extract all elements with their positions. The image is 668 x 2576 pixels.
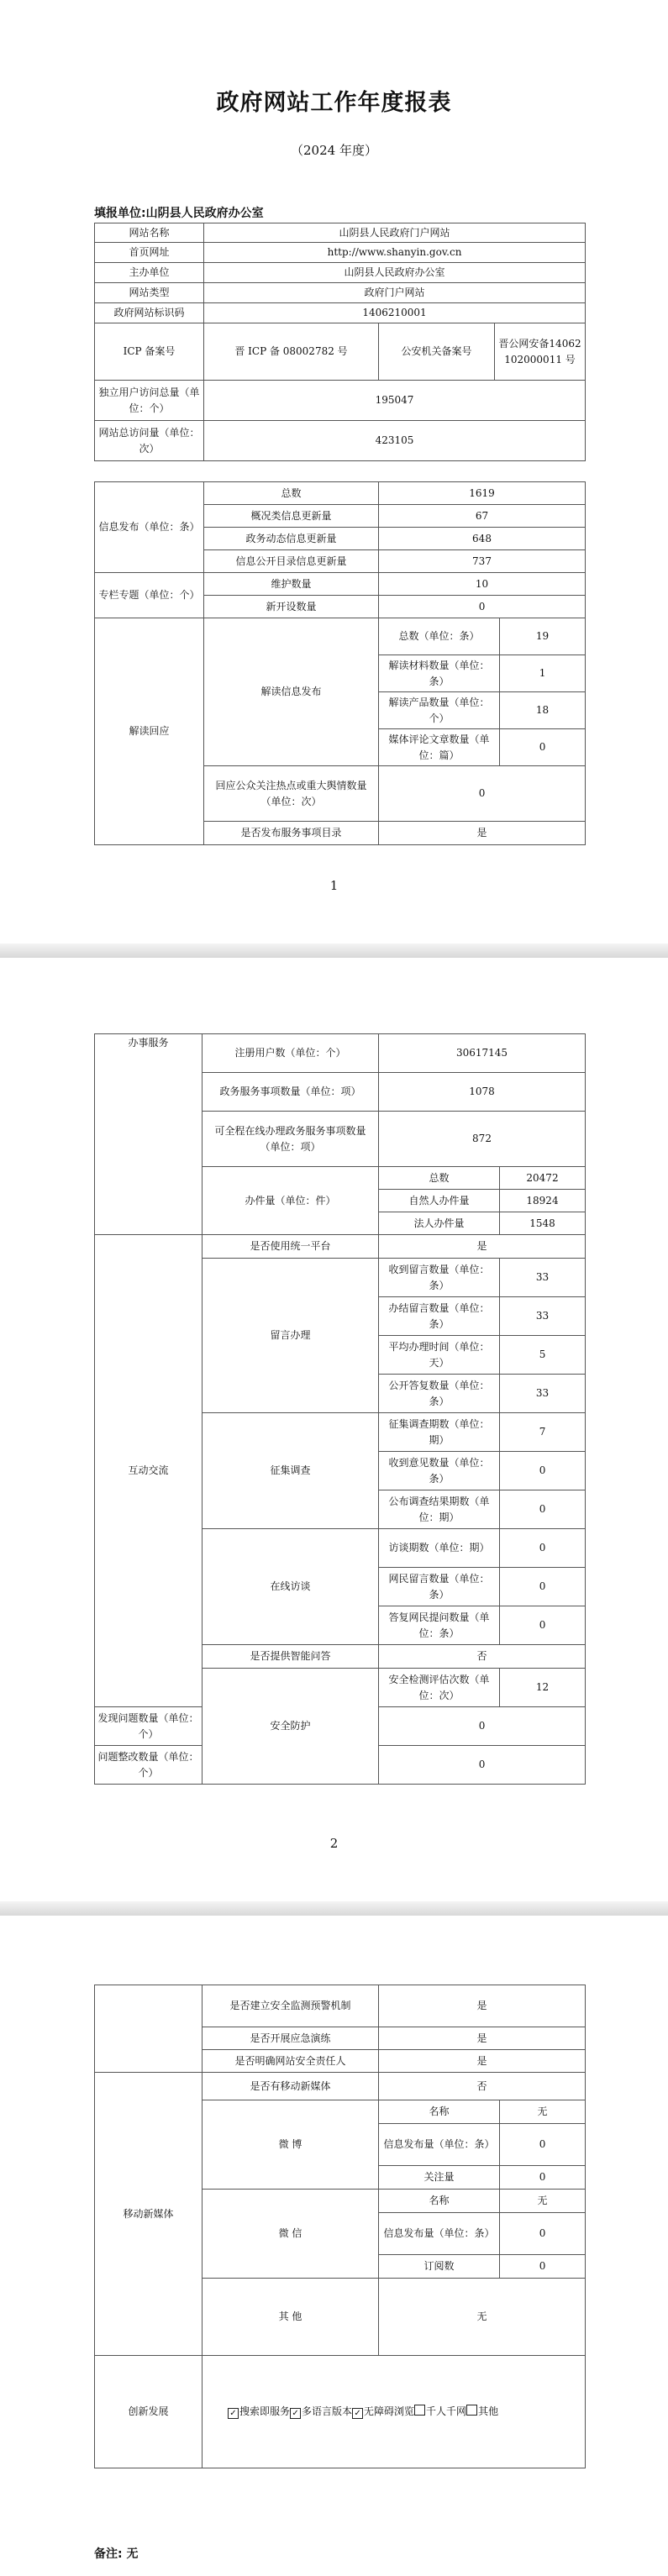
weibo-label: 微 博: [203, 2100, 379, 2190]
message-row-label: 办结留言数量（单位：条）: [379, 1297, 500, 1336]
volume-row-label: 法人办件量: [379, 1212, 500, 1235]
topics-row-value: 10: [379, 573, 586, 596]
service-label: 办事服务: [95, 1034, 203, 1235]
message-row-label: 公开答复数量（单位：条）: [379, 1375, 500, 1413]
volume-label: 办件量（单位：件）: [203, 1167, 379, 1235]
other-media-label: 其 他: [203, 2279, 379, 2356]
interpret-row-label: 解读材料数量（单位：条）: [379, 655, 500, 692]
interpret-row-value: 1: [500, 655, 586, 692]
security-row-label: 问题整改数量（单位：个）: [95, 1746, 203, 1785]
online-row-label: 访谈期数（单位：期）: [379, 1529, 500, 1568]
survey-row-label: 征集调查期数（单位：期）: [379, 1413, 500, 1452]
stats-table: [94, 481, 586, 845]
online-row-label: 答复网民提问数量（单位：条）: [379, 1606, 500, 1645]
online-row-label: 网民留言数量（单位：条）: [379, 1568, 500, 1606]
security-row-value: 0: [379, 1746, 586, 1785]
other-media-value: 无: [379, 2279, 586, 2356]
interpret-row-value: 0: [500, 729, 586, 766]
page-number: 2: [329, 1836, 339, 1851]
message-row-value: 33: [500, 1297, 586, 1336]
uv-label: 独立用户访问总量（单位：个）: [95, 381, 204, 421]
platform-value: 是: [379, 1235, 586, 1259]
security-row-value: 0: [379, 1707, 586, 1746]
filing-unit: 填报单位:山阴县人民政府办公室: [94, 207, 264, 220]
service-interaction-table: [94, 1033, 586, 1785]
registered-value: 30617145: [379, 1034, 586, 1073]
type-label: 网站类型: [95, 283, 204, 303]
has-mobile-value: 否: [379, 2073, 586, 2100]
wechat-row-label: 订阅数: [379, 2255, 500, 2279]
survey-row-value: 0: [500, 1452, 586, 1490]
psb-value: 晋公网安备14062102000011 号: [495, 323, 586, 381]
security-row-label: 安全检测评估次数（单位：次）: [379, 1669, 500, 1707]
page-separator: [0, 944, 668, 958]
report-year: （2024 年度）: [291, 143, 377, 158]
wechat-row-label: 信息发布量（单位：条）: [379, 2213, 500, 2255]
type-value: 政府门户网站: [204, 283, 586, 303]
topics-row-label: 维护数量: [204, 573, 379, 596]
page-separator: [0, 1901, 668, 1916]
site-name-label: 网站名称: [95, 223, 204, 243]
innovation-option[interactable]: ✓ 多语言版本: [290, 2405, 352, 2417]
has-mobile-label: 是否有移动新媒体: [203, 2073, 379, 2100]
innovation-options: [203, 2356, 586, 2468]
platform-label: 是否使用统一平台: [203, 1235, 379, 1259]
catalog-value: 是: [379, 822, 586, 845]
topics-row-value: 0: [379, 596, 586, 618]
homepage-value: http://www.shanyin.gov.cn: [204, 243, 586, 263]
topics-row-label: 新开设数量: [204, 596, 379, 618]
icp-value: 晋 ICP 备 08002782 号: [204, 323, 379, 381]
info-row-value: 648: [379, 528, 586, 550]
report-page-1: [0, 0, 668, 944]
sponsor-label: 主办单位: [95, 263, 204, 283]
report-page-3: [0, 1916, 668, 2576]
interaction-label: 互动交流: [95, 1235, 203, 1707]
remarks: 备注: 无: [94, 2547, 139, 2561]
topics-label: 专栏专题（单位：个）: [95, 573, 204, 618]
psb-label: 公安机关备案号: [379, 323, 495, 381]
page-number: 1: [329, 878, 339, 893]
survey-row-value: 0: [500, 1490, 586, 1529]
registered-label: 注册用户数（单位：个）: [203, 1034, 379, 1073]
info-row-label: 信息公开目录信息更新量: [204, 550, 379, 573]
weibo-row-value: 0: [500, 2124, 586, 2166]
info-row-value: 67: [379, 505, 586, 528]
online-row-value: 0: [500, 1568, 586, 1606]
pv-value: 423105: [204, 421, 586, 461]
innovation-label: 创新发展: [95, 2356, 203, 2468]
respond-value: 0: [379, 766, 586, 822]
checkbox-icon[interactable]: [466, 2405, 477, 2416]
site-code-label: 政府网站标识码: [95, 303, 204, 323]
catalog-label: 是否发布服务事项目录: [204, 822, 379, 845]
page-title: 政府网站工作年度报表: [216, 90, 452, 116]
wechat-row-label: 名称: [379, 2190, 500, 2213]
message-row-value: 33: [500, 1259, 586, 1297]
security-row2-label: 是否开展应急演练: [203, 2027, 379, 2050]
security-label: 安全防护: [203, 1669, 379, 1785]
interpret-row-value: 19: [500, 618, 586, 655]
security-cont-label: [95, 1985, 203, 2073]
message-row-label: 平均办理时间（单位：天）: [379, 1336, 500, 1375]
innovation-option[interactable]: 千人千网: [414, 2405, 466, 2417]
weibo-row-label: 信息发布量（单位：条）: [379, 2124, 500, 2166]
security-row2-value: 是: [379, 2027, 586, 2050]
survey-row-label: 收到意见数量（单位：条）: [379, 1452, 500, 1490]
survey-row-label: 公布调查结果期数（单位：期）: [379, 1490, 500, 1529]
online-items-label: 可全程在线办理政务服务事项数量（单位：项）: [203, 1112, 379, 1167]
innovation-option[interactable]: 其他: [466, 2405, 498, 2417]
wechat-row-value: 无: [500, 2190, 586, 2213]
security-row2-value: 是: [379, 1985, 586, 2027]
interpret-row-value: 18: [500, 692, 586, 729]
online-interview-label: 在线访谈: [203, 1529, 379, 1645]
mobile-label: 移动新媒体: [95, 2073, 203, 2356]
message-row-value: 5: [500, 1336, 586, 1375]
message-row-label: 收到留言数量（单位：条）: [379, 1259, 500, 1297]
volume-row-label: 自然人办件量: [379, 1190, 500, 1212]
smart-qa-value: 否: [379, 1645, 586, 1669]
volume-row-value: 1548: [500, 1212, 586, 1235]
survey-row-value: 7: [500, 1413, 586, 1452]
homepage-label: 首页网址: [95, 243, 204, 263]
interpret-row-label: 总数（单位：条）: [379, 618, 500, 655]
uv-value: 195047: [204, 381, 586, 421]
info-row-label: 政务动态信息更新量: [204, 528, 379, 550]
items-label: 政务服务事项数量（单位：项）: [203, 1073, 379, 1112]
smart-qa-label: 是否提供智能问答: [203, 1645, 379, 1669]
security-row2-value: 是: [379, 2050, 586, 2073]
info-row-label: 概况类信息更新量: [204, 505, 379, 528]
interpret-sub-label: 解读信息发布: [204, 618, 379, 766]
checkbox-icon[interactable]: ✓: [290, 2408, 301, 2419]
volume-row-label: 总数: [379, 1167, 500, 1190]
checkbox-icon[interactable]: ✓: [352, 2408, 363, 2419]
online-items-value: 872: [379, 1112, 586, 1167]
volume-row-value: 18924: [500, 1190, 586, 1212]
wechat-label: 微 信: [203, 2190, 379, 2279]
sponsor-value: 山阴县人民政府办公室: [204, 263, 586, 283]
mobile-innovation-table: [94, 1985, 586, 2468]
weibo-row-value: 无: [500, 2100, 586, 2124]
security-row-label: 发现问题数量（单位：个）: [95, 1707, 203, 1746]
volume-row-value: 20472: [500, 1167, 586, 1190]
site-code-value: 1406210001: [204, 303, 586, 323]
innovation-option[interactable]: ✓ 无障碍浏览: [352, 2405, 414, 2417]
online-row-value: 0: [500, 1606, 586, 1645]
site-name-value: 山阴县人民政府门户网站: [204, 223, 586, 243]
info-row-value: 737: [379, 550, 586, 573]
pv-label: 网站总访问量（单位：次）: [95, 421, 204, 461]
respond-label: 回应公众关注热点或重大舆情数量（单位：次）: [204, 766, 379, 822]
security-row2-label: 是否明确网站安全责任人: [203, 2050, 379, 2073]
icp-label: ICP 备案号: [95, 323, 204, 381]
survey-label: 征集调查: [203, 1413, 379, 1529]
info-publish-label: 信息发布（单位：条）: [95, 482, 204, 573]
info-row-value: 1619: [379, 482, 586, 505]
weibo-row-label: 名称: [379, 2100, 500, 2124]
items-value: 1078: [379, 1073, 586, 1112]
online-row-value: 0: [500, 1529, 586, 1568]
message-row-value: 33: [500, 1375, 586, 1413]
weibo-row-label: 关注量: [379, 2166, 500, 2190]
interpret-row-label: 解读产品数量（单位：个）: [379, 692, 500, 729]
security-row2-label: 是否建立安全监测预警机制: [203, 1985, 379, 2027]
weibo-row-value: 0: [500, 2166, 586, 2190]
security-row-value: 12: [500, 1669, 586, 1707]
wechat-row-value: 0: [500, 2255, 586, 2279]
info-row-label: 总数: [204, 482, 379, 505]
checkbox-icon[interactable]: [414, 2405, 425, 2416]
checkbox-icon[interactable]: ✓: [228, 2408, 239, 2419]
report-page-2: [0, 958, 668, 1901]
innovation-option[interactable]: ✓ 搜索即服务: [228, 2405, 290, 2417]
interpret-row-label: 媒体评论文章数量（单位：篇）: [379, 729, 500, 766]
message-label: 留言办理: [203, 1259, 379, 1413]
interpret-label: 解读回应: [95, 618, 204, 845]
wechat-row-value: 0: [500, 2213, 586, 2255]
basic-info-table: [94, 223, 586, 461]
